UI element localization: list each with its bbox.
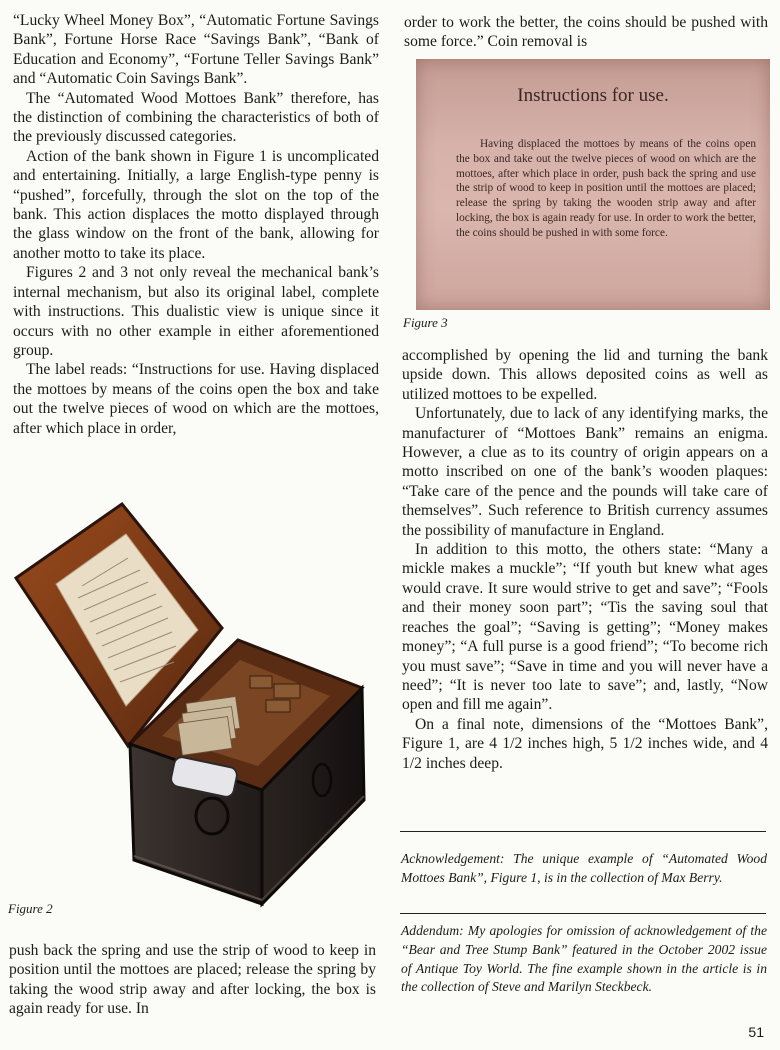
paragraph: “Lucky Wheel Money Box”, “Automatic Fortune Savings Bank”, Fortune Horse Race “Savings Bank”, “Bank of Education and Economy”, “Fortune Teller Savings Bank” and “Automatic Coin Savings Bank”. [13, 12, 379, 88]
left-column-bottom [9, 941, 376, 1019]
figure-2-caption: Figure 2 [8, 901, 53, 916]
divider [400, 831, 766, 832]
figure-3-label-photo [416, 59, 770, 310]
figure-3-caption: Figure 3 [403, 315, 448, 330]
page-number: 51 [748, 1024, 764, 1040]
label-text: Having displaced the mottoes by means of the coins open the box and take out the twelve pieces of wood on which are the mottoes, after which place in order, push back the spring and use the strip of wood to keep in position until the mottoes are placed; release the spring by taking the wooden strip away and after locking, the box is again ready for use. In order to work the better, the coins should be pushed in with some force. [456, 138, 756, 239]
left-column-top [13, 11, 379, 438]
addendum: Addendum: My apologies for omission of acknowledgement of the “Bear and Tree Stump Bank” featured in the October 2002 issue of Antique Toy World. The fine example shown in the article is in the collection of Steve and Marilyn Steckbeck. [401, 923, 767, 995]
right-column-main [402, 346, 768, 773]
paragraph: The label reads: “Instructions for use. Having displaced the mottoes by means of the coins open the box and take out the twelve pieces of wood on which are the mottoes, after which place in order, [13, 361, 379, 437]
paragraph: Action of the bank shown in Figure 1 is uncomplicated and entertaining. Initially, a large English-type penny is “pushed”, forcefully, through the slot on the top of the bank. This action displaces the motto displayed through the glass window on the front of the bank, allowing for another motto to take its place. [13, 147, 379, 262]
paragraph: The “Automated Wood Mottoes Bank” therefore, has the distinction of combining the characteristics of both of the previously discussed categories. [13, 89, 379, 146]
paragraph: On a final note, dimensions of the “Mottoes Bank”, Figure 1, are 4 1/2 inches high, 5 1/2 inches wide, and 4 1/2 inches deep. [402, 715, 768, 772]
paragraph: Unfortunately, due to lack of any identifying marks, the manufacturer of “Mottoes Bank” remains an enigma. However, a clue as to its country of origin appears on a motto inscribed on one of the bank’s wooden plaques: “Take care of the pence and the pounds will take care of themselves”. Such reference to British currency assumes the possibility of manufacture in England. [402, 405, 768, 539]
paragraph: order to work the better, the coins should be pushed with some force.” Coin removal is [404, 14, 768, 51]
paragraph: Figures 2 and 3 not only reveal the mechanical bank’s internal mechanism, but also its original label, complete with instructions. This dualistic view is unique since it occurs with no other example in either aforementioned group. [13, 264, 379, 359]
figure-2-bank-photo [12, 500, 372, 910]
paragraph: accomplished by opening the lid and turning the bank upside down. This allows deposited coins as well as utilized mottoes to be expelled. [402, 347, 768, 403]
right-column-top [404, 13, 768, 52]
paragraph: In addition to this motto, the others state: “Many a mickle makes a muckle”; “If youth but knew what ages would crave. It sure would strive to get and save”; “Fools and their money soon part”; “Tis the saving soul that reaches the goal”; “Saving is getting”; “Money makes money”; “A full purse is a good friend”; “To become rich you must save”; “Save in time and you will never have a need”; “It is never too late to save”; and, lastly, “Now open and fill me again”. [402, 541, 768, 714]
paragraph: push back the spring and use the strip of wood to keep in position until the mottoes are placed; release the spring by taking the wood strip away and after locking, the box is again ready for use. In [9, 942, 376, 1018]
divider [400, 913, 766, 914]
label-title: Instructions for use. [517, 85, 669, 106]
acknowledgement: Acknowledgement: The unique example of “Automated Wood Mottoes Bank”, Figure 1, is in the collection of Max Berry. [401, 851, 767, 885]
